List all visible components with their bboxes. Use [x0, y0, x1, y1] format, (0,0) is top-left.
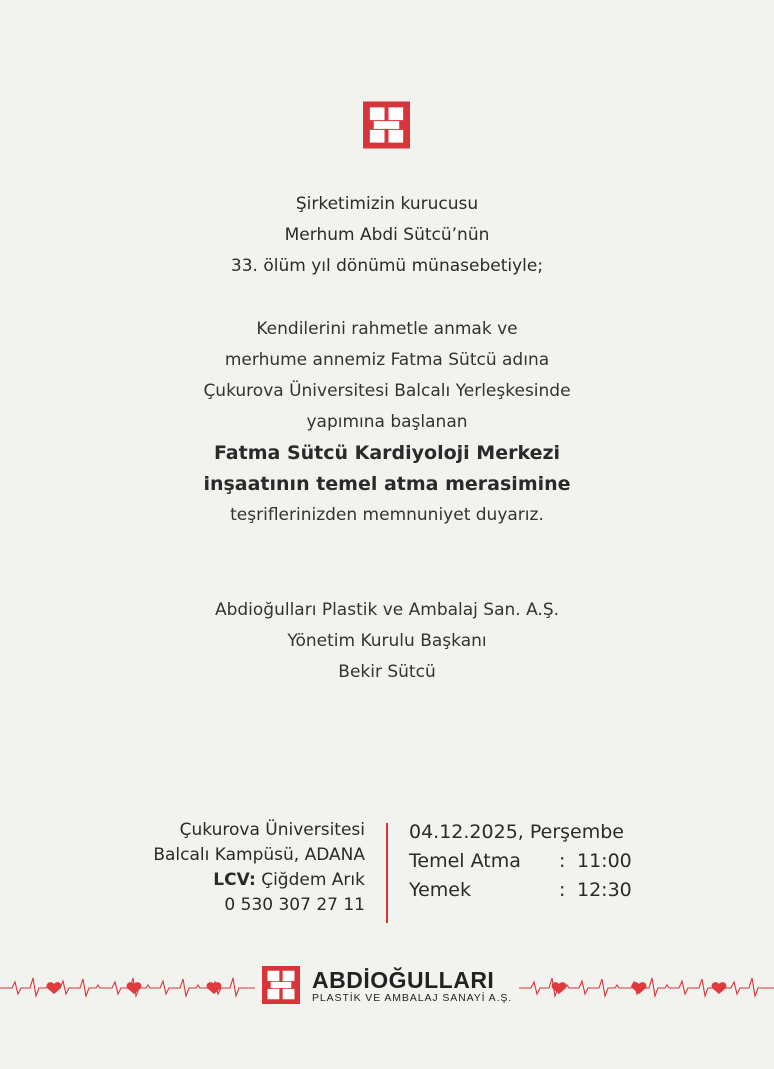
- company-logo-icon: [363, 101, 410, 149]
- signature-company: Abdioğulları Plastik ve Ambalaj San. A.Ş.: [214, 600, 560, 620]
- schedule-label: Yemek: [409, 879, 471, 901]
- brand-wordmark: [312, 968, 512, 1004]
- intro-text: [0, 189, 774, 282]
- signature: [0, 595, 774, 688]
- heartbeat-line-icon: [0, 968, 255, 1008]
- phone-number: 0 530 307 27 11: [224, 895, 365, 915]
- center-name: Fatma Sütcü Kardiyoloji Merkezi: [213, 442, 561, 464]
- brand-subtitle: PLASTİK VE AMBALAJ SANAYİ A.Ş.: [312, 992, 513, 1004]
- schedule-colon: :: [559, 879, 566, 901]
- venue-address: [153, 818, 365, 918]
- body-line-3: Çukurova Üniversitesi Balcalı Yerleşkesinde: [203, 381, 571, 401]
- schedule-colon: :: [559, 850, 566, 872]
- lcv-label: LCV:: [213, 870, 256, 890]
- lcv-name: Çiğdem Arık: [261, 870, 365, 890]
- schedule-row: [409, 876, 632, 905]
- signature-title: Yönetim Kurulu Başkanı: [287, 631, 487, 651]
- lcv-contact: [153, 868, 365, 893]
- intro-line-2: Merhum Abdi Sütcü’nün: [284, 225, 490, 245]
- intro-line-1: Şirketimizin kurucusu: [295, 194, 479, 214]
- invitation-text: [0, 314, 774, 531]
- intro-line-3: 33. ölüm yıl dönümü münasebetiyle;: [230, 256, 544, 276]
- schedule-row: [409, 847, 632, 876]
- address-line-1: Çukurova Üniversitesi: [179, 820, 365, 840]
- vertical-divider: [386, 823, 388, 923]
- schedule-time: 11:00: [577, 850, 632, 872]
- body-line-7: teşriflerinizden memnuniyet duyarız.: [230, 505, 544, 525]
- heartbeat-line-icon: [519, 968, 774, 1008]
- address-line-2: Balcalı Kampüsü, ADANA: [153, 845, 365, 865]
- company-logo-icon: [262, 966, 300, 1004]
- ceremony-line: inşaatının temel atma merasimine: [203, 473, 571, 495]
- event-date: 04.12.2025, Perşembe: [409, 821, 624, 843]
- event-details: [409, 818, 632, 905]
- schedule-time: 12:30: [577, 879, 632, 901]
- body-line-1: Kendilerini rahmetle anmak ve: [256, 319, 518, 339]
- body-line-2: merhume annemiz Fatma Sütcü adına: [224, 350, 550, 370]
- signature-name: Bekir Sütcü: [338, 662, 436, 682]
- schedule-label: Temel Atma: [409, 850, 521, 872]
- brand-name: ABDİOĞULLARI: [312, 967, 495, 993]
- body-line-4: yapımına başlanan: [306, 412, 468, 432]
